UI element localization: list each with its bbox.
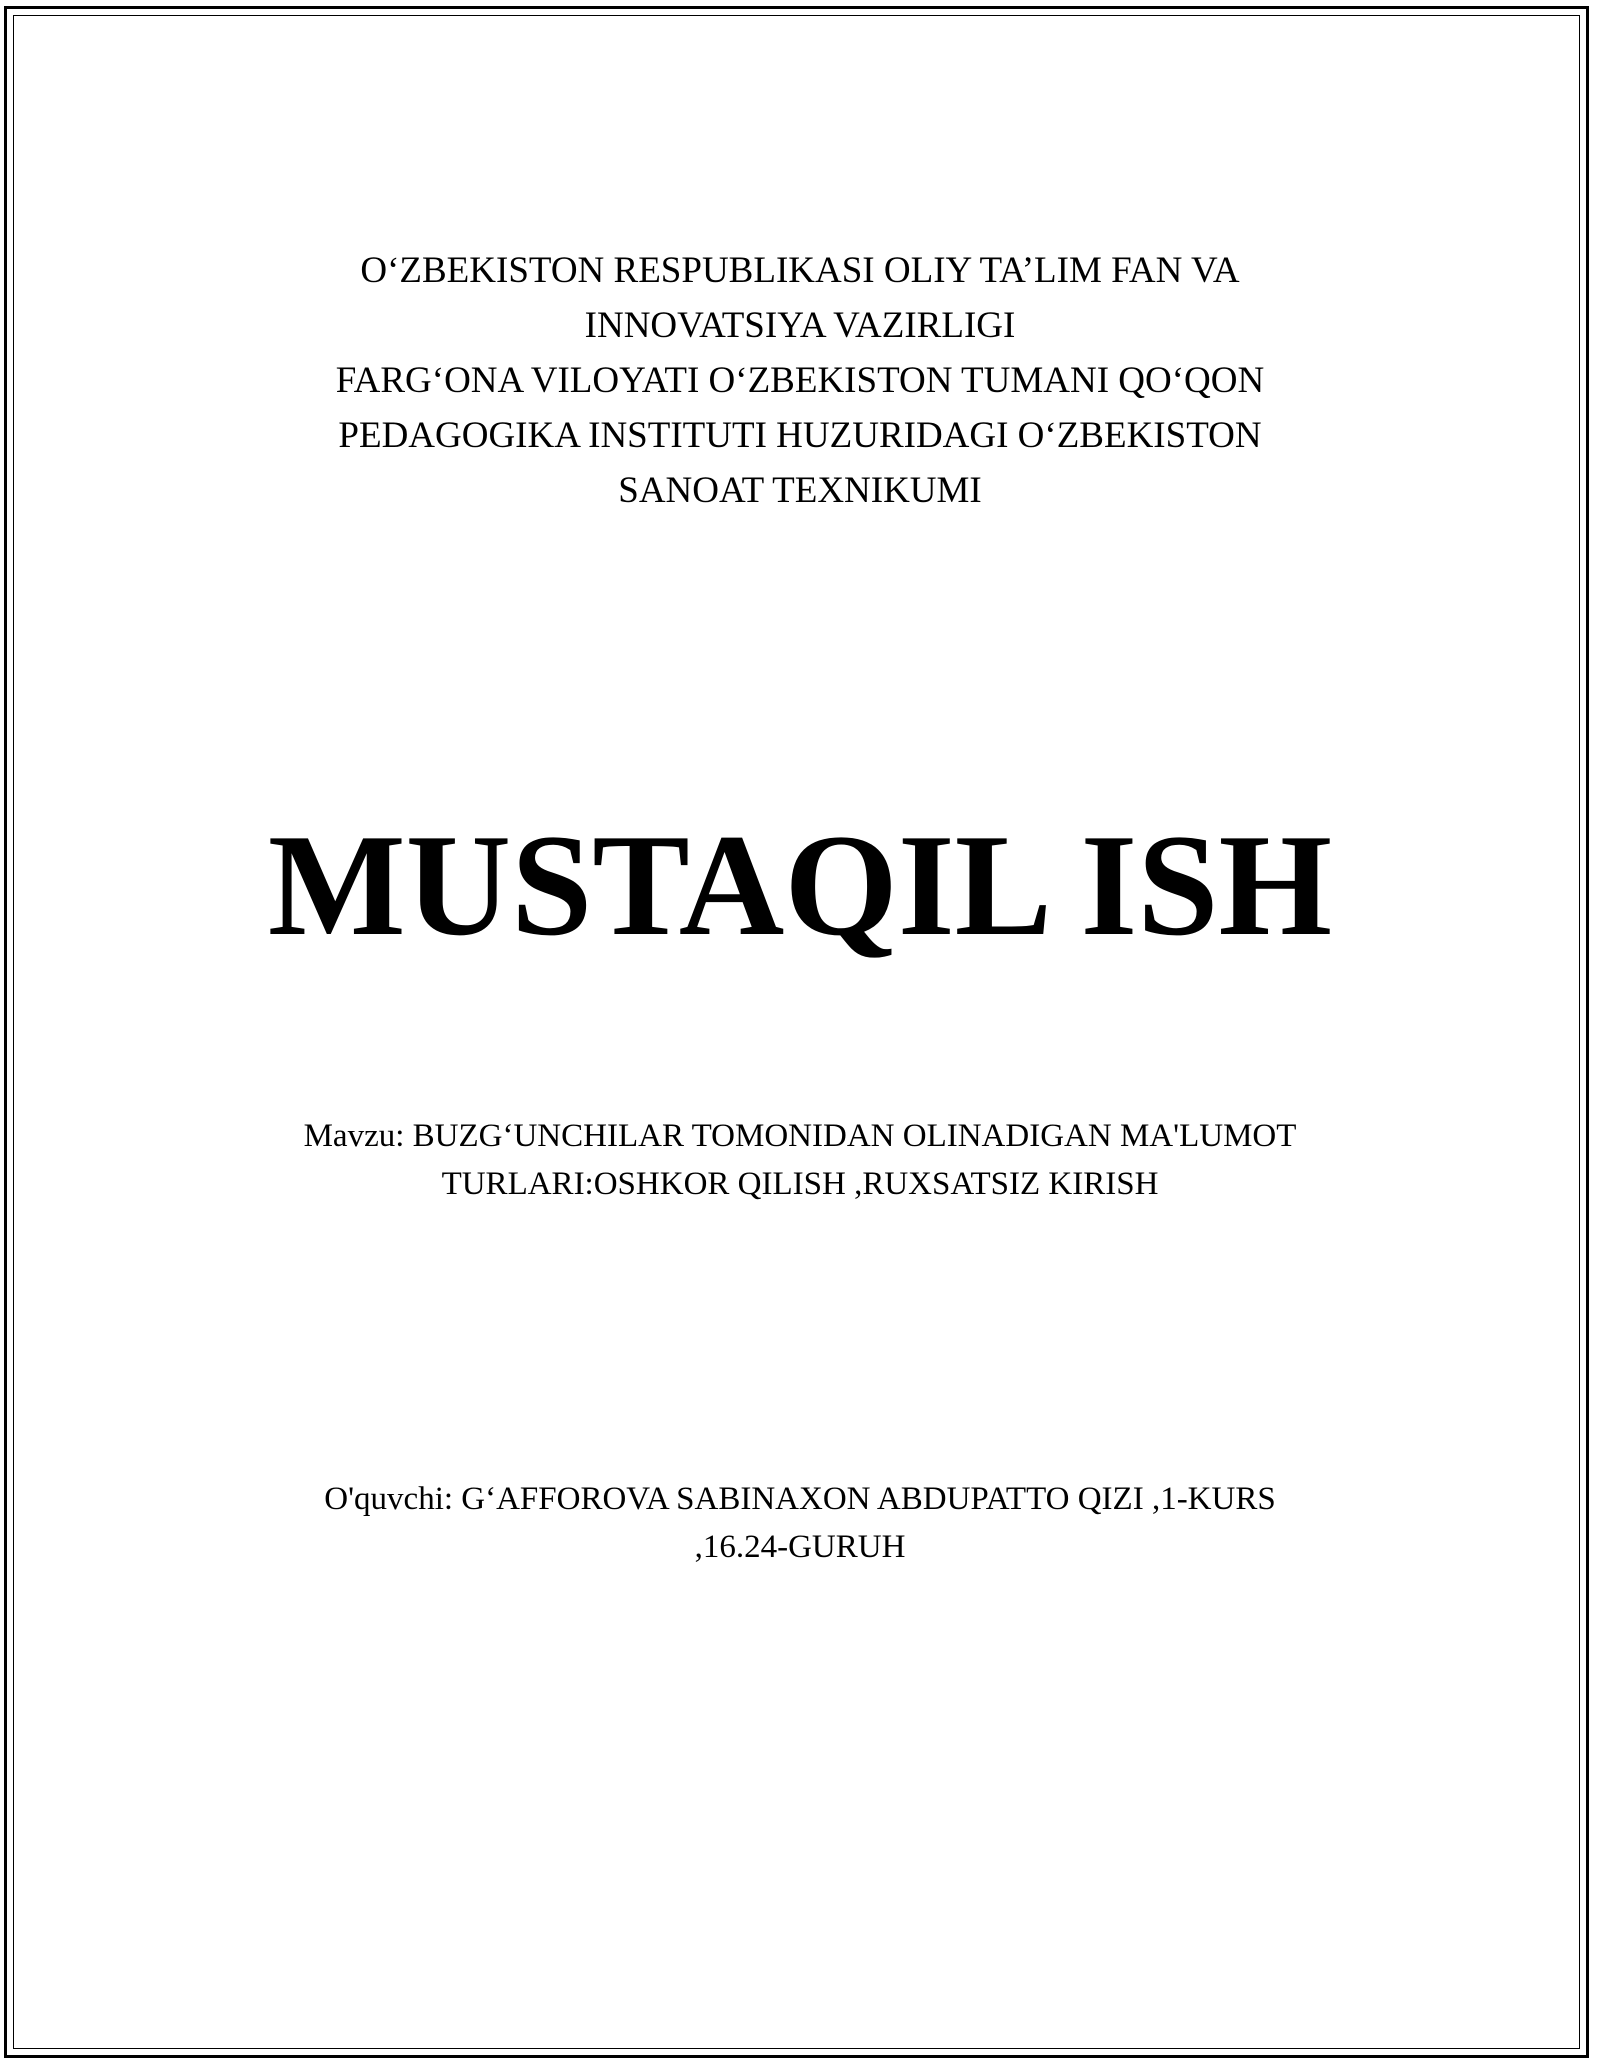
topic-block [0,1112,1600,1208]
header-line: SANOAT TEXNIKUMI [618,470,982,511]
student-line: O'quvchi: G‘AFFOROVA SABINAXON ABDUPATTO QIZI ,1-KURS [324,1481,1276,1517]
header-line: INNOVATSIYA VAZIRLIGI [584,305,1016,346]
header-line: FARG‘ONA VILOYATI O‘ZBEKISTON TUMANI QO‘QON [335,360,1265,401]
header-line: O‘ZBEKISTON RESPUBLIKASI OLIY TA’LIM FAN VA [360,250,1240,291]
document-title: MUSTAQIL ISH [267,804,1333,966]
header-line: PEDAGOGIKA INSTITUTI HUZURIDAGI O‘ZBEKISTON [338,415,1262,456]
student-block [0,1475,1600,1571]
institution-header [0,243,1600,518]
topic-line: Mavzu: BUZG‘UNCHILAR TOMONIDAN OLINADIGAN MA'LUMOT [303,1118,1297,1154]
student-line: ,16.24-GURUH [694,1529,906,1565]
topic-line: TURLARI:OSHKOR QILISH ,RUXSATSIZ KIRISH [441,1166,1159,1202]
